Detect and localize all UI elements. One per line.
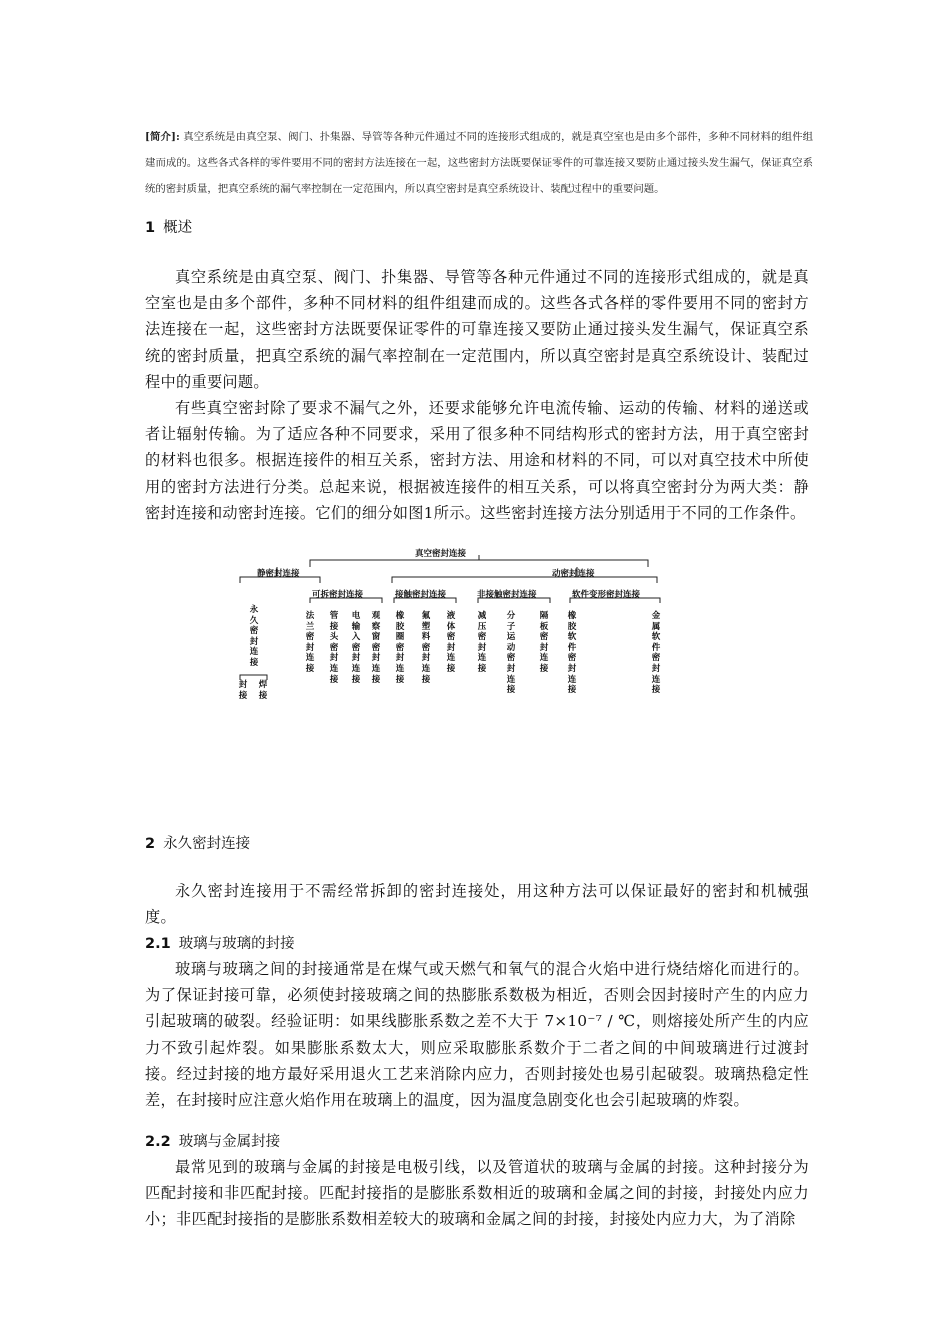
section-1-paragraph-2: 有些真空密封除了要求不漏气之外，还要求能够允许电流传输、运动的传输、材料的递送或者让辐射传输。为了适应各种不同要求，采用了很多种不同结构形式的密封方法，用于真空密封的材料也很多。根据连接件的相互关系，密封方法、用途和材料的不同，可以对真空技术中所使用的密封方法进行分类。总起来说，根据被连接件的相互关系，可以将真空密封分为两大类：静密封连接和动密封连接。它们的细分如图1所示。这些密封连接方法分别适用于不同的工作条件。 (145, 399, 809, 522)
detachable-child-4: 观察窗密封连接 (371, 611, 381, 685)
contact-child-3: 液体密封连接 (446, 611, 456, 674)
contact-child-1: 橡胶圈密封连接 (395, 611, 405, 685)
abstract (145, 124, 813, 202)
subsection-2-2-paragraph: 最常见到的玻璃与金属的封接是电极引线，以及管道状的玻璃与金属的封接。这种封接分为匹配封接和非匹配封接。匹配封接指的是膨胀系数相近的玻璃和金属之间的封接，封接处内应力小；非匹配封接指的是膨胀系数相差较大的玻璃和金属之间的封接，封接处内应力大，为了消除 (145, 1158, 809, 1229)
abstract-text: 真空系统是由真空泵、阀门、扑集器、导管等各种元件通过不同的连接形式组成的，就是真空室也是由多个部件，多种不同材料的组件组建而成的。这些各式各样的零件要用不同的密封方法连接在一起，这些密封方法既要保证零件的可靠连接又要防止通过接头发生漏气，保证真空系统的密封质量，把真空系统的漏气率控制在一定范围内，所以真空密封是真空系统设计、装配过程中的重要问题。 (145, 131, 814, 195)
detachable-child-1: 法兰密封连接 (305, 611, 315, 674)
section-2-paragraph: 永久密封连接用于不需经常拆卸的密封连接处，用这种方法可以保证最好的密封和机械强度。 (145, 882, 809, 927)
detachable-seal-label: 可拆密封连接 (312, 590, 364, 600)
classification-diagram (232, 545, 672, 710)
subsection-2-2-heading (145, 1130, 280, 1151)
noncontact-child-2: 分子运动密封连接 (506, 611, 516, 696)
detachable-child-3: 电输入密封连接 (351, 611, 361, 685)
subsection-2-1-heading (145, 932, 295, 953)
contact-child-2: 氟塑料密封连接 (421, 611, 431, 685)
subsection-number: 2.2 (145, 1134, 171, 1150)
detachable-child-2: 管接头密封连接 (329, 611, 339, 685)
subsection-2-1-paragraph: 玻璃与玻璃之间的封接通常是在煤气或天燃气和氧气的混合火焰中进行烧结熔化而进行的。为了保证封接可靠，必须使封接玻璃之间的热膨胀系数极为相近，否则会因封接时产生的内应力引起玻璃的破裂。经验证明：如果线膨胀系数之差不大于 7×10⁻⁷ / ℃，则熔接处所产生的内应力不致引起炸裂。如果膨胀系数太大，则应采取膨胀系数介于二者之间的中间玻璃进行过渡封接。经过封接的地方最好采用退火工艺来消除内应力，否则封接处也易引起破裂。玻璃热稳定性差，在封接时应注意火焰作用在玻璃上的温度，因为温度急剧变化也会引起玻璃的炸裂。 (145, 960, 809, 1110)
permanent-child-1: 封接 (238, 680, 248, 701)
section-2-heading (145, 832, 250, 853)
flexible-child-1: 橡胶软件密封连接 (567, 611, 577, 696)
flexible-child-2: 金属软件密封连接 (651, 611, 661, 696)
permanent-child-2: 焊接 (258, 680, 268, 701)
section-number: 2 (145, 836, 156, 852)
section-title: 永久密封连接 (163, 836, 251, 852)
section-number: 1 (145, 220, 156, 236)
section-1-paragraph-1: 真空系统是由真空泵、阀门、扑集器、导管等各种元件通过不同的连接形式组成的，就是真空室也是由多个部件，多种不同材料的组件组建而成的。这些各式各样的零件要用不同的密封方法连接在一起，这些密封方法既要保证零件的可靠连接又要防止通过接头发生漏气，保证真空系统的密封质量，把真空系统的漏气率控制在一定范围内，所以真空密封是真空系统设计、装配过程中的重要问题。 (145, 268, 809, 391)
subsection-number: 2.1 (145, 936, 171, 952)
noncontact-child-1: 减压密封连接 (477, 611, 487, 674)
static-seal-label: 静密封连接 (257, 569, 300, 579)
diagram-root-label: 真空密封连接 (415, 549, 467, 559)
subsection-title: 玻璃与金属封接 (178, 1134, 281, 1150)
section-title: 概述 (163, 220, 193, 236)
section-1-heading (145, 216, 192, 237)
flexible-seal-label: 软件变形密封连接 (572, 590, 641, 600)
dynamic-seal-label: 动密封连接 (552, 569, 595, 579)
noncontact-seal-label: 非接触密封连接 (477, 590, 537, 600)
permanent-seal-label: 永久密封连接 (249, 605, 259, 668)
noncontact-child-3: 隔板密封连接 (539, 611, 549, 674)
abstract-tag: [简介]: (145, 131, 180, 143)
contact-seal-label: 接触密封连接 (395, 590, 447, 600)
subsection-title: 玻璃与玻璃的封接 (178, 936, 295, 952)
